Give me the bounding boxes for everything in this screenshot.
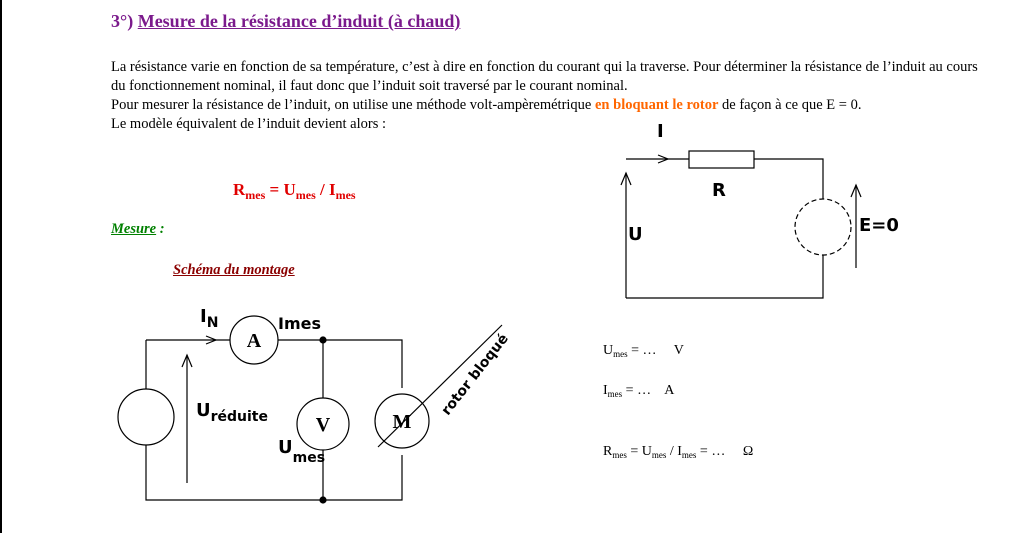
highlight-rotor-bloque: en bloquant le rotor: [595, 97, 719, 113]
label-in-main: I: [200, 306, 207, 327]
schema-label: Schéma du montage: [173, 262, 295, 278]
label-rotor-bloque: rotor bloqué: [438, 330, 512, 419]
result-umes: [603, 343, 684, 359]
result-umes-sub: mes: [613, 349, 628, 359]
label-ureduite-main: U: [196, 400, 211, 421]
voltmeter-label: V: [315, 414, 331, 436]
result-rmes-r-sub: mes: [612, 450, 627, 460]
ammeter-label: A: [246, 330, 262, 352]
result-imes: [603, 383, 674, 399]
result-rmes: [603, 444, 753, 460]
label-umes-sub: mes: [292, 450, 326, 466]
result-imes-sub: mes: [607, 389, 623, 399]
result-imes-value: = … A: [622, 383, 675, 398]
section-heading: [111, 11, 460, 32]
label-current-i: I: [657, 121, 664, 142]
junction-dot-bottom: [320, 497, 326, 503]
label-resistor-r: R: [712, 180, 726, 201]
result-rmes-i: / I: [666, 444, 682, 459]
section-number: 3°): [111, 11, 138, 31]
formula-i: / I: [315, 180, 336, 199]
mesure-label: [111, 221, 165, 238]
mesure-colon: :: [156, 221, 165, 237]
equivalent-model-diagram: [600, 115, 930, 305]
label-in-sub: N: [206, 315, 219, 331]
rmes-formula: [233, 180, 356, 203]
formula-i-sub: mes: [335, 188, 356, 202]
label-emf: E=0: [859, 215, 899, 236]
circuit-wire-top-right: [278, 340, 402, 388]
paragraph-line-1: La résistance varie en fonction de sa température, c’est à dire en fonction du courant qui la traverse. Pour déterminer la résistance de l’induit au cours du fonctionnement nominal, il faut donc que l’induit soit traversé par le courant nominal.: [111, 59, 978, 94]
formula-r-sub: mes: [245, 188, 266, 202]
result-umes-symbol: U: [603, 343, 614, 358]
result-rmes-r: R: [603, 444, 613, 459]
label-ureduite-sub: réduite: [210, 409, 268, 425]
result-umes-value: = … V: [627, 343, 684, 358]
label-voltage-u: U: [628, 224, 643, 245]
formula-u: = U: [265, 180, 296, 199]
result-imes-symbol: I: [603, 383, 608, 398]
result-rmes-value: = … Ω: [696, 444, 754, 459]
emf-source-circle: [795, 199, 851, 255]
paragraph-line-2-end: de façon à ce que E = 0.: [718, 97, 862, 113]
resistor-r: [689, 151, 754, 168]
paragraph-line-2: [111, 96, 981, 115]
circuit-wire-left: [146, 340, 402, 500]
supply-source-circle: [118, 389, 174, 445]
formula-r: R: [233, 180, 246, 199]
junction-dot-top: [320, 337, 326, 343]
measurement-circuit-diagram: [100, 295, 540, 515]
motor-label: M: [392, 411, 412, 433]
label-umes-main: U: [278, 437, 293, 458]
paragraph-line-3: Le modèle équivalent de l’induit devient alors :: [111, 116, 387, 132]
formula-u-sub: mes: [295, 188, 316, 202]
result-rmes-u-sub: mes: [651, 450, 667, 460]
label-ureduite: [196, 400, 268, 425]
label-in: [200, 306, 218, 331]
mesure-word: Mesure: [111, 221, 157, 237]
label-imes: Imes: [278, 314, 321, 333]
paragraph-line-2-start: Pour mesurer la résistance de l’induit, on utilise une méthode volt-ampèremétrique: [111, 97, 595, 113]
result-rmes-i-sub: mes: [681, 450, 697, 460]
page-left-border: [0, 0, 2, 533]
section-title: Mesure de la résistance d’induit (à chaud): [137, 11, 461, 31]
result-rmes-u: = U: [626, 444, 652, 459]
